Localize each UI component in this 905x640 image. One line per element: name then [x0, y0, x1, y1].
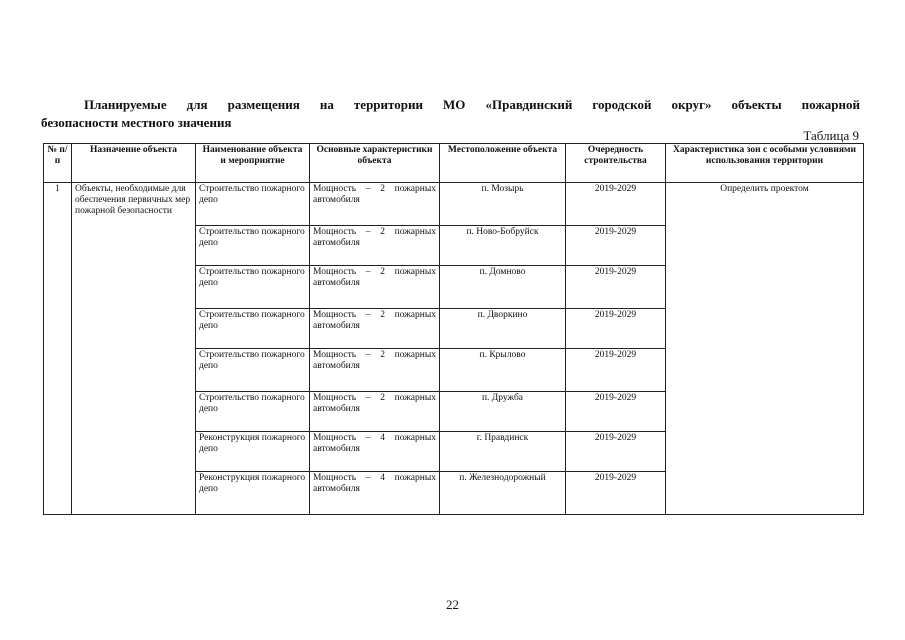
header-purpose: Назначение объекта [72, 144, 196, 183]
object-name: Строительство пожарного депо [196, 392, 310, 432]
object-location: п. Домново [440, 266, 566, 309]
table-row [44, 183, 864, 226]
object-location: п. Дружба [440, 392, 566, 432]
header-number: № п/п [44, 144, 72, 183]
construction-term: 2019-2029 [566, 392, 666, 432]
object-characteristics: Мощность – 2 пожарных автомобиля [310, 349, 440, 392]
object-name: Реконструкция пожарного депо [196, 432, 310, 472]
object-name: Строительство пожарного депо [196, 226, 310, 266]
construction-term: 2019-2029 [566, 266, 666, 309]
row-number: 1 [44, 183, 72, 515]
object-characteristics: Мощность – 4 пожарных автомобиля [310, 472, 440, 515]
object-characteristics: Мощность – 2 пожарных автомобиля [310, 226, 440, 266]
heading-line-2: безопасности местного значения [41, 115, 232, 130]
header-characteristics: Основные характеристики объекта [310, 144, 440, 183]
construction-term: 2019-2029 [566, 309, 666, 349]
heading-line-1: Планируемые для размещения на территории МО «Правдинский городской округ» объекты пожарной [84, 97, 860, 112]
object-location: г. Правдинск [440, 432, 566, 472]
fire-safety-objects-table [43, 143, 864, 515]
construction-term: 2019-2029 [566, 472, 666, 515]
page-number: 22 [446, 597, 459, 612]
header-name: Наименование объекта и мероприятие [196, 144, 310, 183]
object-characteristics: Мощность – 2 пожарных автомобиля [310, 266, 440, 309]
object-location: п. Ново-Бобруйск [440, 226, 566, 266]
object-characteristics: Мощность – 2 пожарных автомобиля [310, 309, 440, 349]
object-characteristics: Мощность – 2 пожарных автомобиля [310, 392, 440, 432]
object-name: Реконструкция пожарного депо [196, 472, 310, 515]
construction-term: 2019-2029 [566, 432, 666, 472]
header-zones: Характеристика зон с особыми условиями использования территории [666, 144, 864, 183]
object-location: п. Железнодорожный [440, 472, 566, 515]
object-name: Строительство пожарного депо [196, 183, 310, 226]
document-heading [41, 96, 860, 132]
object-characteristics: Мощность – 2 пожарных автомобиля [310, 183, 440, 226]
object-name: Строительство пожарного депо [196, 309, 310, 349]
object-location: п. Дворкино [440, 309, 566, 349]
construction-term: 2019-2029 [566, 183, 666, 226]
object-name: Строительство пожарного депо [196, 349, 310, 392]
table-caption: Таблица 9 [803, 128, 859, 143]
header-term: Очередность строительства [566, 144, 666, 183]
construction-term: 2019-2029 [566, 349, 666, 392]
object-location: п. Мозырь [440, 183, 566, 226]
header-location: Местоположение объекта [440, 144, 566, 183]
table-header-row [44, 144, 864, 183]
object-name: Строительство пожарного депо [196, 266, 310, 309]
object-characteristics: Мощность – 4 пожарных автомобиля [310, 432, 440, 472]
object-purpose: Объекты, необходимые для обеспечения первичных мер пожарной безопасности [72, 183, 196, 515]
object-location: п. Крылово [440, 349, 566, 392]
construction-term: 2019-2029 [566, 226, 666, 266]
zone-characteristics: Определить проектом [666, 183, 864, 515]
